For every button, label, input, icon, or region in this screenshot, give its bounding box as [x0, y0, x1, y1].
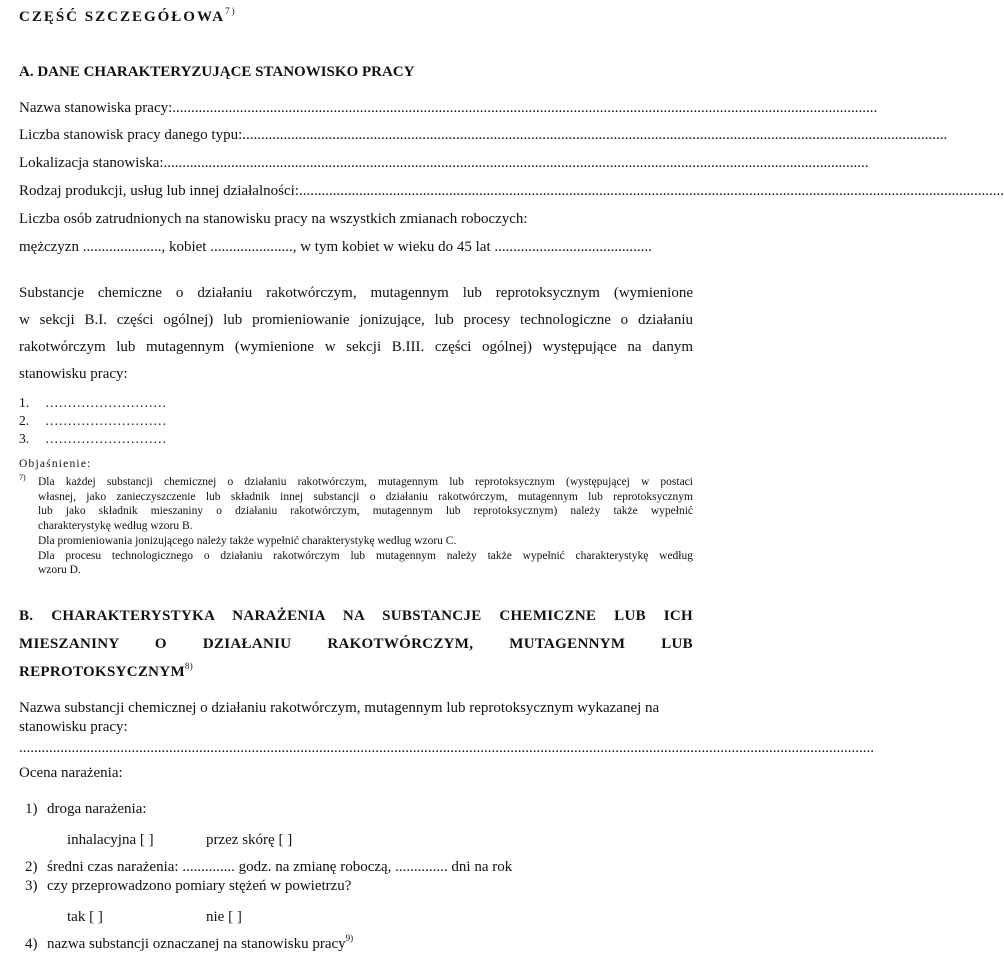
explanation-line: charakterystykę według wzoru B. [38, 520, 193, 533]
part-title: CZĘŚĆ SZCZEGÓŁOWA$^{7)}$ [19, 6, 237, 25]
fill-dots: ............................................................................................................................................................................................ [163, 155, 869, 171]
item-route: 1) droga narażenia: [25, 801, 147, 817]
item-substance-name: 4) nazwa substancji oznaczanej na stanowisku pracy$^{9)}$ [25, 933, 354, 952]
list-item[interactable] [19, 413, 167, 429]
explanation-line: Dla procesu technologicznego o działaniu rakotwórczym lub mutagennym należy także wypełnić charakterystykę według [38, 549, 693, 562]
list-number: 1. [19, 395, 30, 410]
list-number: 3. [19, 431, 30, 446]
list-dots: ……………………… [45, 395, 167, 410]
field-label: Lokalizacja stanowiska: [19, 155, 164, 171]
explanation-line: lub jako składnik mieszaniny o działaniu rakotwórczym, mutagennym lub reprotoksycznym) należy także wypełnić [38, 505, 693, 518]
assessment-label: Ocena narażenia: [19, 765, 123, 781]
women-45-label: , w tym kobiet w wieku do 45 lat [292, 239, 491, 255]
para-line: Substancje chemiczne o działaniu rakotwórczym, mutagennym lub reprotoksycznym (wymienione [19, 285, 693, 301]
persons-row[interactable] [19, 239, 652, 256]
field-label: Liczba stanowisk pracy danego typu: [19, 127, 243, 143]
women-dots: ...................... [210, 239, 293, 255]
fill-dots: ............................................................................................................................................................................................ [298, 183, 1004, 199]
substances-paragraph [19, 285, 693, 393]
explanation-line: wzoru D. [38, 564, 81, 577]
footnote-ref: 7) [225, 6, 237, 16]
substance-label: Nazwa substancji chemicznej o działaniu rakotwórczym, mutagennym lub reprotoksycznym wykazanej na [19, 700, 660, 716]
yes-checkbox[interactable]: tak [ ] [67, 909, 103, 925]
women-45-dots: .......................................... [494, 239, 652, 255]
field-production[interactable] [19, 183, 1004, 200]
substance-fill-dots[interactable]: .................................................................................................................................................................................................................................... [19, 740, 874, 756]
list-dots: ……………………… [45, 413, 167, 428]
explanation-text [38, 475, 693, 578]
substance-label-2: stanowisku pracy: [19, 719, 128, 735]
footnote-ref: 9) [345, 933, 354, 943]
item-measurements: 3) czy przeprowadzono pomiary stężeń w powietrzu? [25, 878, 352, 894]
inhalation-checkbox[interactable]: inhalacyjna [ ] [67, 832, 154, 848]
fill-dots: ............................................................................................................................................................................................ [172, 100, 878, 116]
no-checkbox[interactable]: nie [ ] [206, 909, 242, 925]
field-position-name[interactable] [19, 100, 878, 117]
section-b-heading [19, 608, 693, 692]
field-position-count[interactable] [19, 127, 948, 144]
item-duration[interactable]: 2) średni czas narażenia: .............. godz. na zmianę roboczą, .............. dni na rok [25, 859, 513, 875]
field-label: Nazwa stanowiska pracy: [19, 100, 173, 116]
men-dots: ..................... [82, 239, 162, 255]
para-line: rakotwórczym lub mutagennym (wymienione w sekcji B.III. części ogólnej) występujące na danym [19, 339, 693, 355]
women-label: , kobiet [161, 239, 207, 255]
field-location[interactable] [19, 155, 869, 172]
persons-label: Liczba osób zatrudnionych na stanowisku pracy na wszystkich zmianach roboczych: [19, 211, 528, 227]
explanation-ref: 7) [19, 473, 26, 482]
section-a-heading: A. DANE CHARAKTERYZUJĄCE STANOWISKO PRACY [19, 64, 415, 80]
list-number: 2. [19, 413, 30, 428]
field-label: Rodzaj produkcji, usług lub innej działalności: [19, 183, 299, 199]
explanation-line: Dla promieniowania jonizującego należy także wypełnić charakterystykę według wzoru C. [38, 534, 457, 547]
heading-line: MIESZANINY O DZIAŁANIU RAKOTWÓRCZYM, MUTAGENNYM LUB [19, 636, 693, 652]
explanation-label: Objaśnienie: [19, 458, 92, 470]
men-label: mężczyzn [19, 239, 79, 255]
heading-line: REPROTOKSYCZNYM$^{8)}$ [19, 661, 194, 680]
skin-checkbox[interactable]: przez skórę [ ] [206, 832, 293, 848]
para-line: w sekcji B.I. części ogólnej) lub promieniowanie jonizujące, lub procesy technologiczne o działaniu [19, 312, 693, 328]
fill-dots: ............................................................................................................................................................................................ [242, 127, 948, 143]
para-line: stanowisku pracy: [19, 366, 128, 382]
explanation-line: własnej, jako zanieczyszczenie lub składnik innej substancji o działaniu rakotwórczym, mutagennym lub reprotoksycznym [38, 490, 693, 503]
list-item[interactable] [19, 431, 167, 447]
list-dots: ……………………… [45, 431, 167, 446]
heading-line: B. CHARAKTERYSTYKA NARAŻENIA NA SUBSTANCJE CHEMICZNE LUB ICH [19, 608, 693, 624]
footnote-ref: 8) [184, 661, 194, 671]
list-item[interactable] [19, 395, 167, 411]
explanation-line: Dla każdej substancji chemicznej o działaniu rakotwórczym, mutagennym lub reprotoksycznym (występującej w postaci [38, 476, 693, 488]
